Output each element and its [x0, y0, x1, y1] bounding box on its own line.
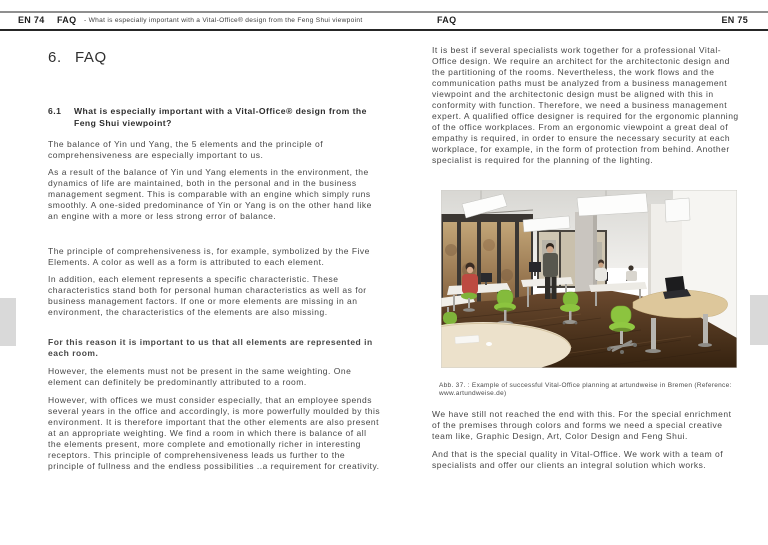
monitor-icon	[481, 273, 492, 282]
chapter-number: 6.	[48, 49, 62, 66]
photo-caption: Abb. 37. : Example of successful Vital-Office planning at artundweise in Bremen (Reference: www.artundweise.de)	[439, 381, 732, 398]
header-section-left: FAQ	[57, 15, 77, 25]
edge-tab-left	[0, 298, 16, 346]
page-number-right: EN 75	[721, 15, 748, 25]
header-rule-top	[0, 11, 768, 13]
page-number-left: EN 74	[18, 15, 45, 25]
mouse-icon	[486, 342, 492, 346]
section-heading	[48, 106, 384, 129]
paragraph: We have still not reached the end with this. For the special enrichment of the premises through colors and forms we need a special creative team like, Graphic Design, Art, Color Design and Feng Shui.	[432, 409, 732, 441]
header-section-right: FAQ	[437, 15, 457, 25]
office-photo-graphic	[441, 190, 737, 368]
header-subtitle: - What is especially important with a Vital-Office® design from the Feng Shui viewpoint	[84, 17, 363, 24]
monitor-icon	[529, 262, 541, 272]
paragraph: In addition, each element represents a specific characteristic. These characteristics stand both for personal human characteristics as well as for business management factors. If one or more elements are missing in an environment, the characteristics of the elements are also missing.	[48, 274, 367, 317]
paragraph: However, with offices we must consider especially, that an employee spends several years in the office and accordingly, is more powerfully moulded by this environment. It is therefore important that the other elements are also present at an appropriate weighting. We find a room in which there is balance of all the elements present, more complete and emotionally richer in interesting receptors. This principle of comprehensiveness leads us further to the principle of fullness and the endless possibilities ..a requirement for creativity.	[48, 395, 381, 471]
section-number: 6.1	[48, 106, 62, 116]
paragraph: The principle of comprehensiveness is, for example, symbolized by the Five Elements. A color as well as a form is attributed to each element.	[48, 246, 370, 267]
paragraph: The balance of Yin und Yang, the 5 elements and the principle of comprehensiveness are especially important to us.	[48, 139, 324, 160]
keyboard-icon	[455, 335, 479, 344]
paragraph: It is best if several specialists work together for a professional Vital-Office design. We require an architect for the architectonic design and the partitioning of the rooms. Nevertheless, the work flows and the communication paths must be analyzed from a business management viewpoint and the architectonic design must be aligned with this in conformity with function. Therefore, we need a business management expert. A qualified office designer is required for the ergonomic planning of the office workplaces. From an ergonomic viewpoint a great deal of empathy is required, in order to ensure the necessary security at each workplace, for example, in the form of protection from behind. Another specialist is required for the planning of the lighting.	[432, 45, 739, 165]
emphasis-paragraph: For this reason it is important to us that all elements are represented in each room.	[48, 337, 373, 358]
office-photo	[441, 190, 737, 368]
laptop-icon	[665, 276, 685, 292]
paragraph: As a result of the balance of Yin und Yang elements in the environment, the dynamics of life are maintained, both in the personal and in the business management segment. This is comparable with an engine which simply runs smoothly. A one-sided predominance of Yin or Yang is on the other hand like an engine with a more or less strong error of balance.	[48, 167, 372, 221]
section-title: What is especially important with a Vital-Office® design from the Feng Shui viewpoint?	[74, 106, 367, 128]
edge-tab-right	[750, 295, 768, 345]
chapter-title: FAQ	[75, 49, 107, 66]
header-rule-bottom	[0, 29, 768, 31]
chapter-heading	[48, 49, 107, 66]
paragraph: And that is the special quality in Vital-Office. We work with a team of specialists and offer our clients an integral solution which works.	[432, 449, 724, 470]
paragraph: However, the elements must not be present in the same weighting. One element can definitely be predominantly attributed to a room.	[48, 366, 352, 387]
